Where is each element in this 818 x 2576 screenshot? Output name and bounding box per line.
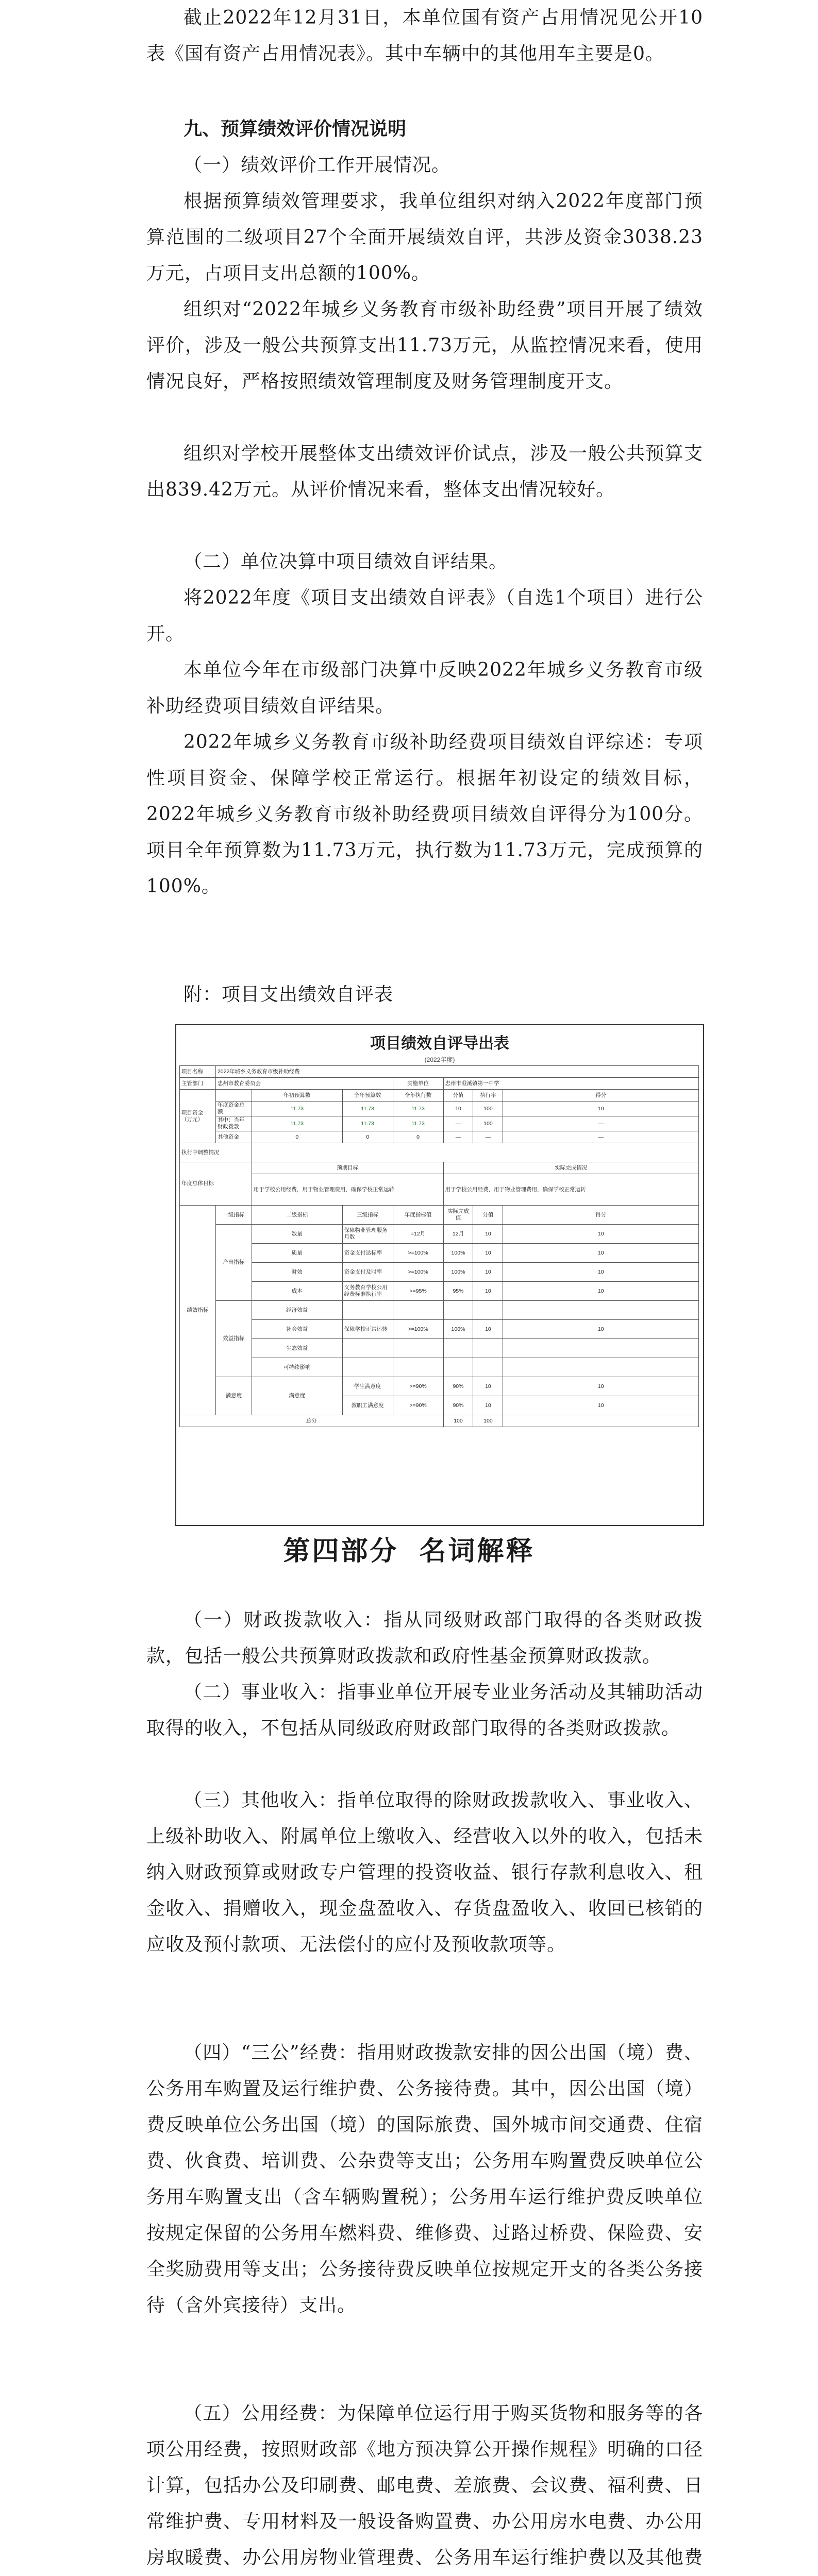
cell: 忠州市澄溪镇第一中学	[443, 1078, 699, 1090]
cell	[215, 1090, 252, 1101]
cell: 资金支付达标率	[342, 1244, 393, 1263]
section-nine-sub1: （一）绩效评价工作开展情况。	[183, 155, 451, 176]
cell: 其他资金	[215, 1131, 252, 1143]
cell: 100	[473, 1101, 503, 1116]
cell: 学生满意度	[342, 1377, 393, 1396]
cell: 95%	[443, 1282, 473, 1301]
section-nine-p6: 2022年城乡义务教育市级补助经费项目绩效自评综述：专项性项目资金、保障学校正常运行。根据年初设定的绩效目标，2022年城乡义务教育市级补助经费项目绩效自评得分为100分。项目全年预算数为11.73万元，执行数为11.73万元，完成预算的100%。	[146, 732, 703, 897]
cell	[342, 1358, 393, 1377]
section-nine-sub2: （二）单位决算中项目绩效自评结果。	[183, 551, 508, 572]
cell: 时效	[252, 1263, 342, 1282]
cell: 年度指标值	[393, 1206, 443, 1225]
asset-paragraph: 截止2022年12月31日，本单位国有资产占用情况见公开10表《国有资产占用情况表》。其中车辆中的其他用车主要是0。	[146, 7, 703, 64]
cell: 三级指标	[342, 1206, 393, 1225]
cell: 数量	[252, 1225, 342, 1244]
cell: 成本	[252, 1282, 342, 1301]
cell: 10	[473, 1282, 503, 1301]
term-5: （五）公用经费：为保障单位运行用于购买货物和服务等的各项公用经费，按照财政部《地方预决算公开操作规程》明确的口径计算，包括办公及印刷费、邮电费、差旅费、会议费、福利费、日常维护费、专用材料及一般设备购置费、办公用房水电费、办公用房取暖费、办公用房物业管理费、公务用车运行维护费以及其他费	[146, 2403, 703, 2568]
term-3: （三）其他收入：指单位取得的除财政拨款收入、事业收入、上级补助收入、附属单位上缴收入、经营收入以外的收入，包括未纳入财政预算或财政专户管理的投资收益、银行存款利息收入、租金收入、捐赠收入，现金盘盈收入、存货盘盈收入、收回已核销的应收及预付款项、无法偿付的应付及预收款项等。	[146, 1790, 703, 1955]
cell: 实际完成值	[443, 1206, 473, 1225]
part-four-title	[0, 1529, 818, 1568]
cell: 11.73	[342, 1116, 393, 1131]
cell: 效益指标	[215, 1301, 252, 1377]
cell: 分值	[473, 1206, 503, 1225]
project-self-eval-table	[175, 1024, 704, 1526]
table-row	[180, 1225, 699, 1244]
cell: >=95%	[393, 1282, 443, 1301]
cell: 90%	[443, 1396, 473, 1415]
cell: 10	[503, 1244, 699, 1263]
cell: 10	[473, 1320, 503, 1339]
cell: 年度总体目标	[180, 1162, 252, 1206]
table-row	[180, 1282, 699, 1301]
cell: >=100%	[393, 1320, 443, 1339]
cell: 0	[393, 1131, 443, 1143]
cell: 11.73	[252, 1116, 342, 1131]
cell: 90%	[443, 1377, 473, 1396]
cell: 10	[473, 1396, 503, 1415]
cell: 10	[473, 1377, 503, 1396]
cell: 一级指标	[215, 1206, 252, 1225]
cell: —	[473, 1131, 503, 1143]
part-four-label: 第四部分	[283, 1536, 399, 1567]
cell: 执行率	[473, 1090, 503, 1101]
cell: 用于学校公用经费，用于物业管理费用，确保学校正常运转	[252, 1174, 443, 1206]
cell: 资金支付及时率	[342, 1263, 393, 1282]
cell	[443, 1358, 473, 1377]
cell: 100%	[443, 1244, 473, 1263]
cell: 0	[342, 1131, 393, 1143]
table-row	[180, 1320, 699, 1339]
cell: 100%	[443, 1263, 473, 1282]
cell: 项目名称	[180, 1066, 216, 1078]
cell: 经济效益	[252, 1301, 342, 1320]
cell	[473, 1301, 503, 1320]
cell: 年初预算数	[252, 1090, 342, 1101]
cell: 绩效指标	[180, 1206, 216, 1415]
cell	[393, 1358, 443, 1377]
cell: >=90%	[393, 1377, 443, 1396]
cell	[503, 1301, 699, 1320]
table-row	[180, 1415, 699, 1427]
term-1: （一）财政拨款收入：指从同级财政部门取得的各类财政拨款，包括一般公共预算财政拨款和政府性基金预算财政拨款。	[146, 1609, 703, 1667]
section-nine-p4: 将2022年度《项目支出绩效自评表》（自选1个项目）进行公开。	[146, 587, 703, 645]
cell: =12月	[393, 1225, 443, 1244]
cell: 年度资金总额	[215, 1101, 252, 1116]
cell: 用于学校公用经费，用于物业管理费用，确保学校正常运转	[443, 1174, 699, 1206]
eval-table	[179, 1065, 699, 1427]
table-row	[180, 1301, 699, 1320]
cell: 质量	[252, 1244, 342, 1263]
cell: 得分	[503, 1206, 699, 1225]
cell: 100	[473, 1116, 503, 1131]
table-row	[180, 1358, 699, 1377]
cell	[342, 1301, 393, 1320]
section-nine-p7: 附：项目支出绩效自评表	[183, 984, 394, 1005]
cell	[393, 1339, 443, 1358]
cell: 教职工满意度	[342, 1396, 393, 1415]
section-nine-p5: 本单位今年在市级部门决算中反映2022年城乡义务教育市级补助经费项目绩效自评结果。	[146, 659, 703, 717]
cell: 主管部门	[180, 1078, 216, 1090]
cell: —	[503, 1131, 699, 1143]
cell	[342, 1339, 393, 1358]
cell: 生态效益	[252, 1339, 342, 1358]
cell: 100	[473, 1415, 503, 1427]
section-nine-p1: 根据预算绩效管理要求，我单位组织对纳入2022年度部门预算范围的二级项目27个全面开展绩效自评，共涉及资金3038.23万元，占项目支出总额的100%。	[146, 191, 703, 284]
cell: 保障物业管理服务月数	[342, 1225, 393, 1244]
cell: 10	[503, 1320, 699, 1339]
term-2: （二）事业收入：指事业单位开展专业业务活动及其辅助活动取得的收入，不包括从同级政府财政部门取得的各类财政拨款。	[146, 1682, 703, 1739]
cell: 满意度	[215, 1377, 252, 1415]
cell: 全年执行数	[393, 1090, 443, 1101]
cell: 11.73	[252, 1101, 342, 1116]
cell: 义务教育学校公用经费标准执行率	[342, 1282, 393, 1301]
cell	[503, 1415, 699, 1427]
cell: 100	[443, 1415, 473, 1427]
cell	[503, 1358, 699, 1377]
cell: >=100%	[393, 1263, 443, 1282]
cell: 项目资金（万元）	[180, 1090, 216, 1143]
table-title: 项目绩效自评导出表	[370, 1035, 509, 1052]
cell: 10	[503, 1396, 699, 1415]
cell: 保障学校正常运转	[342, 1320, 393, 1339]
cell: 二级指标	[252, 1206, 342, 1225]
cell: 10	[473, 1263, 503, 1282]
cell: 12月	[443, 1225, 473, 1244]
section-nine-heading: 九、预算绩效评价情况说明	[183, 118, 407, 140]
cell: 得分	[503, 1090, 699, 1101]
table-row	[180, 1377, 699, 1396]
cell: 10	[503, 1282, 699, 1301]
cell: 10	[473, 1244, 503, 1263]
cell: 10	[503, 1101, 699, 1116]
cell: 忠州市教育委员会	[215, 1078, 393, 1090]
cell: 其中：当年财政拨款	[215, 1116, 252, 1131]
section-nine-p3: 组织对学校开展整体支出绩效评价试点，涉及一般公共预算支出839.42万元。从评价情况来看，整体支出情况较好。	[146, 443, 703, 500]
cell: 社会效益	[252, 1320, 342, 1339]
table-year: (2022年度)	[424, 1056, 455, 1063]
table-row	[180, 1263, 699, 1282]
cell: 全年预算数	[342, 1090, 393, 1101]
cell: 100%	[443, 1320, 473, 1339]
table-row	[180, 1244, 699, 1263]
cell: 总分	[180, 1415, 444, 1427]
cell	[443, 1301, 473, 1320]
cell: 2022年城乡义务教育市级补助经费	[215, 1066, 698, 1078]
cell: 11.73	[393, 1116, 443, 1131]
cell: 10	[473, 1225, 503, 1244]
term-4: （四）“三公”经费：指用财政拨款安排的因公出国（境）费、公务用车购置及运行维护费、公务接待费。其中，因公出国（境）费反映单位公务出国（境）的国际旅费、国外城市间交通费、住宿费、伙食费、培训费、公杂费等支出；公务用车购置费反映单位公务用车购置支出（含车辆购置税）；公务用车运行维护费反映单位按规定保留的公务用车燃料费、维修费、过路过桥费、保险费、安全奖励费用等支出；公务接待费反映单位按规定开支的各类公务接待（含外宾接待）支出。	[146, 2042, 703, 2316]
cell: —	[443, 1116, 473, 1131]
cell	[443, 1339, 473, 1358]
cell	[473, 1339, 503, 1358]
cell: 11.73	[393, 1101, 443, 1116]
cell: 产出指标	[215, 1225, 252, 1301]
cell: 实施单位	[393, 1078, 443, 1090]
cell	[473, 1358, 503, 1377]
cell: 10	[503, 1377, 699, 1396]
cell: 10	[503, 1263, 699, 1282]
part-four-heading: 名词解释	[419, 1536, 535, 1567]
cell: 预期目标	[252, 1162, 443, 1174]
cell: 实际完成情况	[443, 1162, 699, 1174]
cell: 可持续影响	[252, 1358, 342, 1377]
table-row	[180, 1339, 699, 1358]
cell: 10	[443, 1101, 473, 1116]
cell: 分值	[443, 1090, 473, 1101]
cell: >=90%	[393, 1396, 443, 1415]
cell: 11.73	[342, 1101, 393, 1116]
cell: 0	[252, 1131, 342, 1143]
section-nine-p2: 组织对“2022年城乡义务教育市级补助经费”项目开展了绩效评价，涉及一般公共预算支出11.73万元，从监控情况来看，使用情况良好，严格按照绩效管理制度及财务管理制度开支。	[146, 299, 703, 392]
cell	[252, 1143, 698, 1162]
cell	[393, 1301, 443, 1320]
cell: 10	[503, 1225, 699, 1244]
cell	[503, 1339, 699, 1358]
cell: 满意度	[252, 1377, 342, 1415]
cell: —	[443, 1131, 473, 1143]
cell: >=100%	[393, 1244, 443, 1263]
cell: —	[503, 1116, 699, 1131]
cell: 执行中调整情况	[180, 1143, 252, 1162]
